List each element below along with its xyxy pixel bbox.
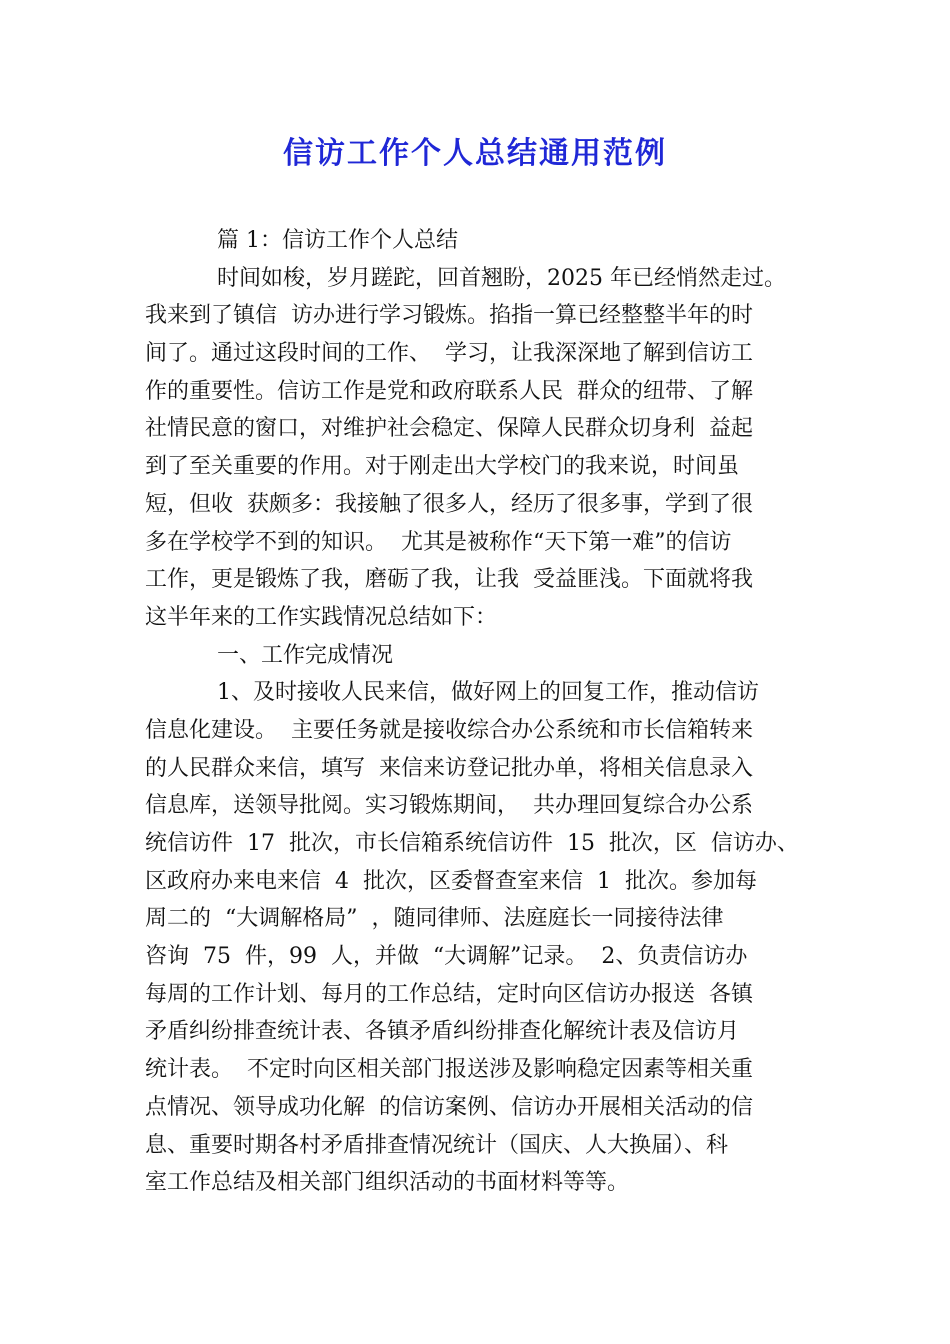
text-line: 我来到了镇信 访办进行学习锻炼。掐指一算已经整整半年的时: [145, 303, 753, 329]
text-line: 统信访件 17 批次，市长信箱系统信访件 15 批次，区 信访办、: [145, 831, 799, 856]
text-line: 信息化建设。 主要任务就是接收综合办公系统和市长信箱转来: [145, 717, 753, 743]
text-line: 统计表。 不定时向区相关部门报送涉及影响稳定因素等相关重: [145, 1057, 753, 1083]
text-line: 间了。通过这段时间的工作、 学习，让我深深地了解到信访工: [145, 341, 753, 367]
text-line: 周二的 “大调解格局” ，随同律师、法庭庭长一同接待法律: [145, 906, 724, 932]
text-line: 的人民群众来信，填写 来信来访登记批办单，将相关信息录入: [145, 755, 753, 781]
text-line: 咨询 75 件，99 人，并做 “大调解”记录。 2、负责信访办: [145, 944, 748, 970]
text-line: 室工作总结及相关部门组织活动的书面材料等等。: [145, 1170, 630, 1196]
text-line: 每周的工作计划、每月的工作总结，定时向区信访办报送 各镇: [145, 981, 753, 1007]
document-body: [145, 222, 825, 1202]
text-line: 时间如梭，岁月蹉跎，回首翘盼，2025 年已经悄然走过。: [217, 265, 786, 291]
text-line: 多在学校学不到的知识。 尤其是被称作“天下第一难”的信访: [145, 529, 732, 555]
text-line: 区政府办来电来信 4 批次，区委督查室来信 1 批次。参加每: [145, 868, 757, 894]
text-line: 这半年来的工作实践情况总结如下：: [145, 604, 498, 630]
text-line: 一、工作完成情况: [217, 642, 394, 668]
text-line: 短，但收 获颇多：我接触了很多人，经历了很多事，学到了很: [145, 491, 753, 517]
text-line: 信息库，送领导批阅。实习锻炼期间， 共办理回复综合办公系: [145, 793, 753, 819]
text-line: 点情况、领导成功化解 的信访案例、信访办开展相关活动的信: [145, 1094, 753, 1120]
text-line: 矛盾纠纷排查统计表、各镇矛盾纠纷排查化解统计表及信访月: [145, 1019, 740, 1045]
text-line: 篇 1：信访工作个人总结: [217, 228, 458, 253]
text-line: 息、重要时期各村矛盾排查情况统计（国庆、人大换届）、科: [145, 1132, 729, 1158]
text-line: 作的重要性。信访工作是党和政府联系人民 群众的纽带、了解: [145, 378, 753, 404]
text-line: 工作，更是锻炼了我，磨砺了我，让我 受益匪浅。下面就将我: [145, 567, 753, 593]
text-line: 1、及时接收人民来信，做好网上的回复工作，推动信访: [217, 680, 759, 706]
text-line: 到了至关重要的作用。对于刚走出大学校门的我来说，时间虽: [145, 454, 740, 480]
document-title: 信访工作个人总结通用范例: [283, 136, 667, 171]
text-line: 社情民意的窗口，对维护社会稳定、保障人民群众切身利 益起: [145, 416, 753, 442]
